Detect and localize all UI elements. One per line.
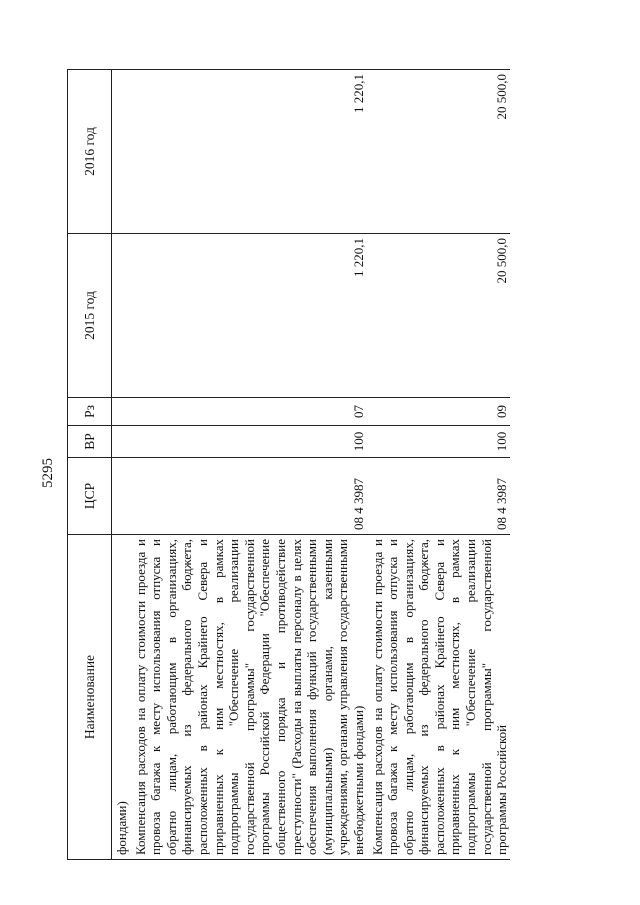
row-name: Компенсация расходов на оплату стоимости проезда и провоза багажа к месту использования отпуска и обратно лицам, работающим в организациях, финансируемых из федерального бюджета, расположенных в районах Крайнего Севера и приравненных к ним местностях, в рамках подпрограммы "Обеспечение реализации государственной программы" государственной программы Российской Федерации "Обеспечение общественного порядка и противодействие преступности" (Расходы на выплаты персоналу в целях обеспечения выполнения функций государственными (муниципальными) органами, казенными учреждениями, органами управления государственными внебюджетными фондами) [130, 535, 367, 860]
row-rz: 09 [367, 398, 510, 426]
row-value-2015: 1 220,1 [130, 234, 367, 398]
table-row-continuation [112, 70, 130, 860]
row-name: Компенсация расходов на оплату стоимости проезда и провоза багажа к месту использования отпуска и обратно лицам, работающим в организациях, финансируемых из федерального бюджета, расположенных в районах Крайнего Севера и приравненных к ним местностях, в рамках подпрограммы "Обеспечение реализации государственной программы" государственной программы Российской [367, 535, 510, 860]
empty-cell [112, 458, 130, 535]
row-csr: 08 4 3987 [367, 458, 510, 535]
empty-cell [112, 234, 130, 398]
row-vr: 100 [130, 426, 367, 458]
header-csr: ЦСР [68, 458, 112, 535]
header-vr: ВР [68, 426, 112, 458]
row-vr: 100 [367, 426, 510, 458]
page-number: 5295 [40, 458, 56, 488]
table-row [367, 70, 510, 860]
budget-table [67, 69, 510, 860]
header-rz: Рз [68, 398, 112, 426]
continuation-text: фондами) [112, 535, 130, 860]
row-value-2016: 20 500,0 [367, 70, 510, 234]
header-name: Наименование [68, 535, 112, 860]
row-rz: 07 [130, 398, 367, 426]
row-value-2015: 20 500,0 [367, 234, 510, 398]
header-2016: 2016 год [68, 70, 112, 234]
row-value-2016: 1 220,1 [130, 70, 367, 234]
table-row [130, 70, 367, 860]
empty-cell [112, 70, 130, 234]
empty-cell [112, 398, 130, 426]
row-csr: 08 4 3987 [130, 458, 367, 535]
header-2015: 2015 год [68, 234, 112, 398]
table-header-row [68, 70, 112, 860]
empty-cell [112, 426, 130, 458]
